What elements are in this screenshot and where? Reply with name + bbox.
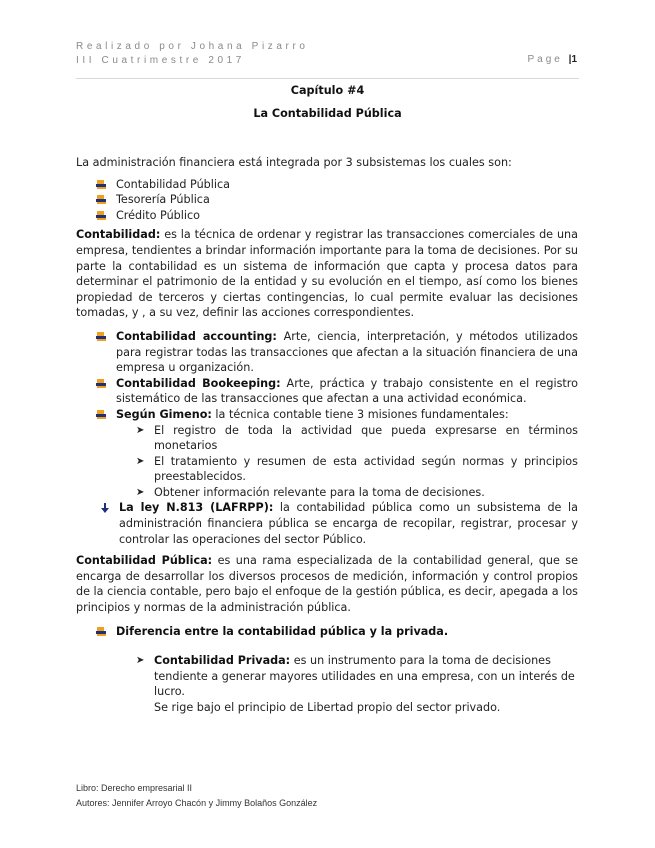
header-author: Realizado por Johana Pizarro xyxy=(76,41,309,52)
list-item: Diferencia entre la contabilidad pública y la privada. xyxy=(76,624,578,640)
list-item: Según Gimeno: la técnica contable tiene 3 misiones fundamentales: xyxy=(76,407,578,423)
book-bullet-icon xyxy=(96,379,106,389)
header-page-number xyxy=(527,54,577,65)
page-number: 1 xyxy=(571,54,577,65)
list-item: La ley N.813 (LAFRPP): la contabilidad pública como un subsistema de la administración financiera pública se encarga de recopilar, registrar, procesar y controlar las operaciones del sector Público. xyxy=(76,500,578,547)
chapter-title: Capítulo #4 xyxy=(290,84,365,97)
list-item: Se rige bajo el principio de Libertad propio del sector privado. xyxy=(154,701,501,714)
arrow-bullet-icon: ➤ xyxy=(136,655,145,667)
publica-paragraph: Contabilidad Pública: es una rama especializada de la contabilidad general, que se encarga de desarrollar los diversos procesos de medición, información y control propios de la ciencia contable, pero bajo el enfoque de la gestión pública, es decir, apegada a los principios y normas de la administración pública. xyxy=(76,554,579,615)
contabilidad-paragraph: Contabilidad: es la técnica de ordenar y registrar las transacciones comerciales de una empresa, tendientes a brindar información importante para la toma de decisiones. Por su parte la contabilidad es un sistema de información que capta y procesa datos para determinar el patrimonio de la entidad y su evolución en el tiempo, así como los bienes propiedad de terceros y ciertas contingencias, lo cual permite evaluar las decisiones tomadas, y , a su vez, definir las acciones correspondientes. xyxy=(76,228,578,320)
book-bullet-icon xyxy=(96,627,106,637)
page-footer xyxy=(76,781,317,810)
subsystems-list xyxy=(76,177,578,224)
arrow-bullet-icon: ➤ xyxy=(136,424,145,436)
book-bullet-icon xyxy=(96,410,106,420)
book-bullet-icon xyxy=(96,332,106,342)
page-separator: | xyxy=(568,54,572,65)
book-bullet-icon xyxy=(96,180,106,190)
down-arrow-bullet-icon xyxy=(100,503,110,513)
list-item: Contabilidad Bookeeping: Arte, práctica y trabajo consistente en el registro sistemático de las transacciones que afectan a una actividad económica. xyxy=(76,376,578,407)
intro-paragraph: La administración financiera está integrada por 3 subsistemas los cuales son: xyxy=(76,156,512,169)
document-body xyxy=(76,155,578,716)
definitions-list xyxy=(76,329,578,423)
diferencia-list xyxy=(76,624,578,640)
list-item: ➤ Obtener información relevante para la toma de decisiones. xyxy=(136,485,485,499)
gimeno-points-list xyxy=(76,423,578,501)
arrow-bullet-icon: ➤ xyxy=(136,455,145,467)
arrow-bullet-icon: ➤ xyxy=(136,486,145,498)
list-item: Crédito Público xyxy=(76,208,578,224)
header-divider xyxy=(76,78,579,79)
list-item: Contabilidad accounting: Arte, ciencia, interpretación, y métodos utilizados para registrar todas las transacciones que afectan a la situación financiera de una empresa u organización. xyxy=(76,329,578,376)
list-item: ➤ El registro de toda la actividad que pueda expresarse en términos monetarios xyxy=(136,423,578,453)
book-bullet-icon xyxy=(96,195,106,205)
privada-list xyxy=(76,653,578,715)
list-item: ➤ Contabilidad Privada: es un instrumento para la toma de decisiones tendiente a generar mayores utilidades en una empresa, con un interés de lucro. xyxy=(136,654,575,699)
list-item: Tesorería Pública xyxy=(76,192,578,208)
book-bullet-icon xyxy=(96,211,106,221)
header-term: III Cuatrimestre 2017 xyxy=(76,55,245,66)
list-item: ➤ El tratamiento y resumen de esta actividad según normas y principios preestablecidos. xyxy=(136,454,578,484)
footer-book: Libro: Derecho empresarial II xyxy=(76,783,193,793)
page-label: Page xyxy=(527,54,563,65)
ley-list xyxy=(76,500,578,547)
subject-title: La Contabilidad Pública xyxy=(253,107,402,120)
list-item: Contabilidad Pública xyxy=(76,177,578,193)
footer-authors: Autores: Jennifer Arroyo Chacón y Jimmy Bolaños González xyxy=(76,797,318,808)
